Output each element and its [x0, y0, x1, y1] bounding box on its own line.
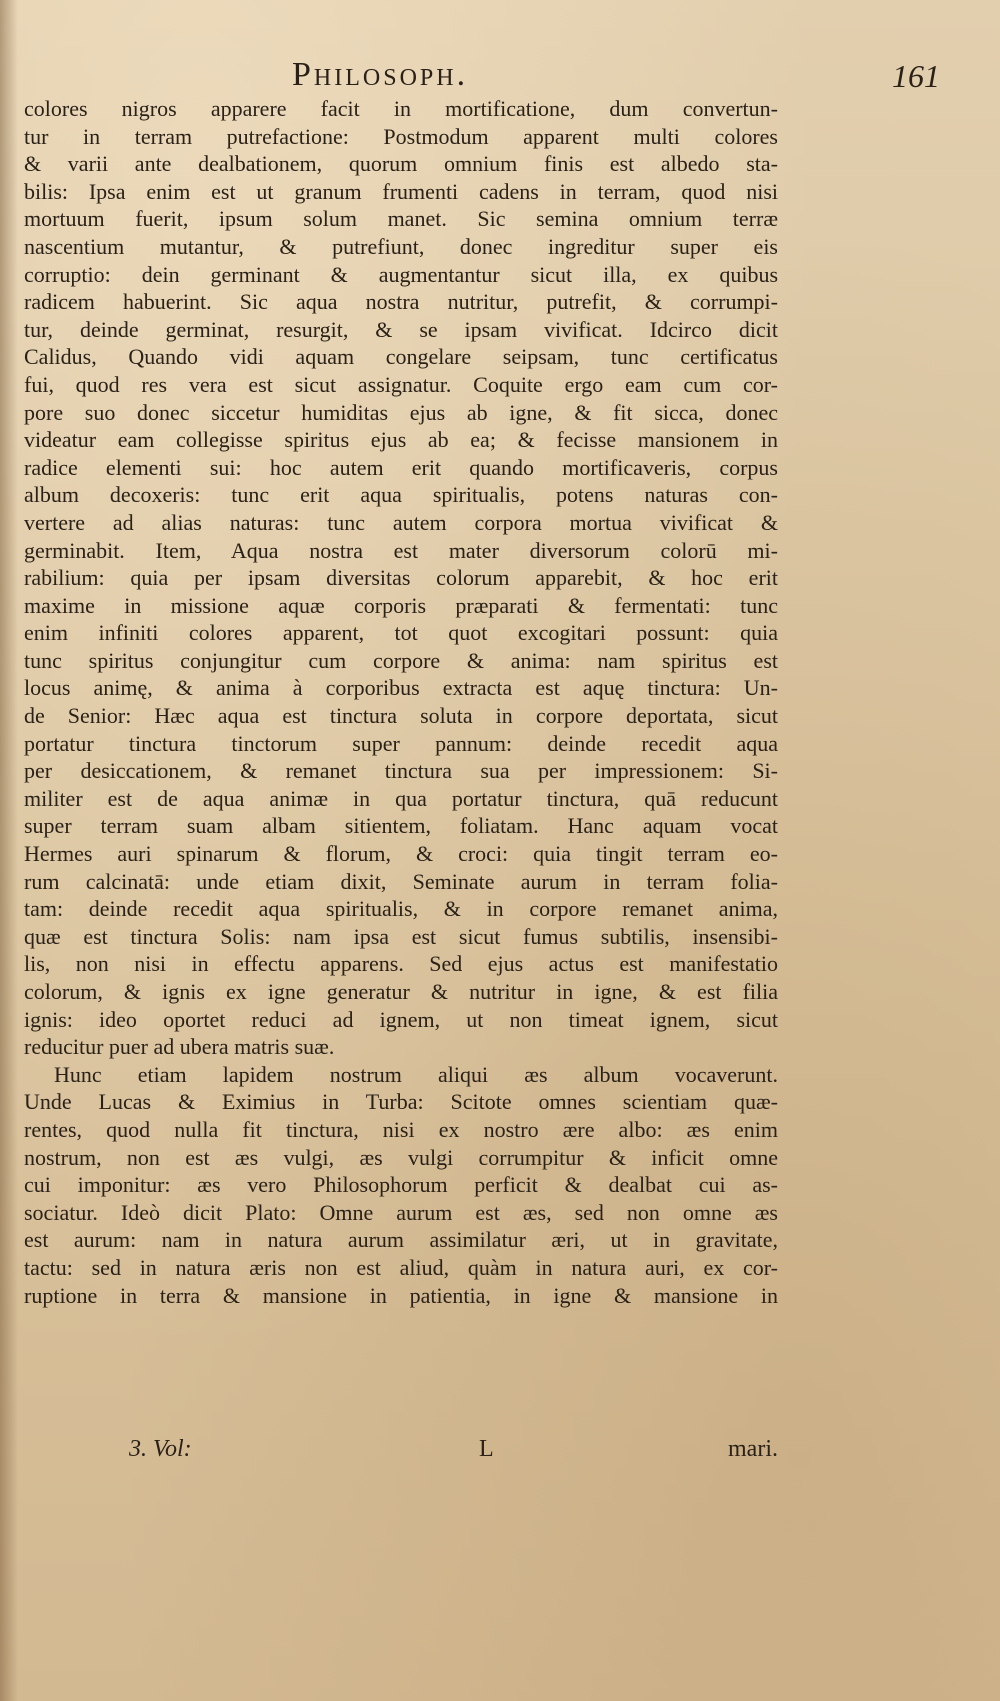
text-line: rabilium: quia per ipsam diversitas colorum apparebit, & hoc erit	[24, 565, 778, 591]
catchword: mari.	[728, 1436, 778, 1462]
volume-signature: 3. Vol:	[129, 1436, 192, 1462]
text-line: radice elementi sui: hoc autem erit quando mortificaveris, corpus	[24, 454, 778, 480]
text-line: portatur tinctura tinctorum super pannum: deinde recedit aqua	[24, 730, 778, 756]
page-gutter-shadow	[0, 0, 18, 1701]
text-line: album decoxeris: tunc erit aqua spiritualis, potens naturas con-	[24, 482, 778, 508]
text-line: germinabit. Item, Aqua nostra est mater diversorum colorū mi-	[24, 537, 778, 563]
text-line: radicem habuerint. Sic aqua nostra nutritur, putrefit, & corrumpi-	[24, 289, 778, 315]
text-line: super terram suam albam sitientem, foliatam. Hanc aquam vocat	[24, 813, 778, 839]
text-line: & varii ante dealbationem, quorum omnium finis est albedo sta-	[24, 151, 778, 177]
text-line: per desiccationem, & remanet tinctura sua per impressionem: Si-	[24, 758, 778, 784]
text-line: Hermes auri spinarum & florum, & croci: quia tingit terram eo-	[24, 841, 778, 867]
text-line: quæ est tinctura Solis: nam ipsa est sicut fumus subtilis, insensibi-	[24, 923, 778, 949]
text-line: vertere ad alias naturas: tunc autem corpora mortua vivificat &	[24, 509, 778, 535]
text-line: tactu: sed in natura æris non est aliud, quàm in natura auri, ex cor-	[24, 1254, 778, 1280]
text-line: pore suo donec siccetur humiditas ejus ab igne, & fit sicca, donec	[24, 399, 778, 425]
text-line: bilis: Ipsa enim est ut granum frumenti cadens in terram, quod nisi	[24, 178, 778, 204]
text-line: tur in terram putrefactione: Postmodum apparent multi colores	[24, 123, 778, 149]
text-line: colores nigros apparere facit in mortificatione, dum convertun-	[24, 96, 778, 121]
text-line: Unde Lucas & Eximius in Turba: Scitote omnes scientiam quæ-	[24, 1089, 778, 1115]
text-line: lis, non nisi in effectu apparens. Sed ejus actus est manifestatio	[24, 951, 778, 977]
text-line: militer est de aqua animæ in qua portatur tinctura, quā reducunt	[24, 785, 778, 811]
page-number: 161	[892, 58, 940, 94]
text-line: rum calcinatā: unde etiam dixit, Seminate aurum in terram folia-	[24, 868, 778, 894]
text-line: reducitur puer ad ubera matris suæ.	[24, 1034, 335, 1060]
text-line: ignis: ideo oportet reduci ad ignem, ut non timeat ignem, sicut	[24, 1006, 778, 1032]
text-line: de Senior: Hæc aqua est tinctura soluta in corpore deportata, sicut	[24, 703, 778, 729]
text-line: rentes, quod nulla fit tinctura, nisi ex nostro ære albo: æs enim	[24, 1116, 778, 1142]
text-line: nascentium mutantur, & putrefiunt, donec ingreditur super eis	[24, 233, 778, 259]
text-line: videatur eam collegisse spiritus ejus ab ea; & fecisse mansionem in	[24, 427, 778, 453]
text-line: colorum, & ignis ex igne generatur & nutritur in igne, & est filia	[24, 979, 778, 1004]
gathering-mark: L	[479, 1436, 494, 1462]
text-line: tunc spiritus conjungitur cum corpore & anima: nam spiritus est	[24, 647, 778, 673]
text-line: corruptio: dein germinant & augmentantur sicut illa, ex quibus	[24, 261, 778, 287]
paragraph-start-line: Hunc etiam lapidem nostrum aliqui æs album vocaverunt.	[54, 1061, 778, 1087]
running-title: Philosoph.	[292, 56, 469, 93]
text-line: ruptione in terra & mansione in patientia, in igne & mansione in	[24, 1282, 778, 1308]
text-line: cui imponitur: æs vero Philosophorum perficit & dealbat cui as-	[24, 1172, 778, 1198]
text-line: fui, quod res vera est sicut assignatur. Coquite ergo eam cum cor-	[24, 371, 778, 397]
page-footer	[24, 1436, 778, 1472]
text-line: sociatur. Ideò dicit Plato: Omne aurum est æs, sed non omne æs	[24, 1199, 778, 1225]
text-line: maxime in missione aquæ corporis præparati & fermentati: tunc	[24, 592, 778, 618]
body-text	[24, 95, 778, 1309]
text-line: locus animę, & anima à corporibus extracta est aquę tinctura: Un-	[24, 675, 778, 701]
text-line: enim infiniti colores apparent, tot quot excogitari possunt: quia	[24, 620, 778, 646]
text-line: nostrum, non est æs vulgi, æs vulgi corrumpitur & inficit omne	[24, 1144, 778, 1170]
text-line: tam: deinde recedit aqua spiritualis, & in corpore remanet anima,	[24, 896, 778, 922]
text-line: est aurum: nam in natura aurum assimilatur æri, ut in gravitate,	[24, 1227, 778, 1253]
text-line: tur, deinde germinat, resurgit, & se ipsam vivificat. Idcirco dicit	[24, 316, 778, 342]
text-line: mortuum fuerit, ipsum solum manet. Sic semina omnium terræ	[24, 206, 778, 232]
text-line: Calidus, Quando vidi aquam congelare seipsam, tunc certificatus	[24, 344, 778, 370]
